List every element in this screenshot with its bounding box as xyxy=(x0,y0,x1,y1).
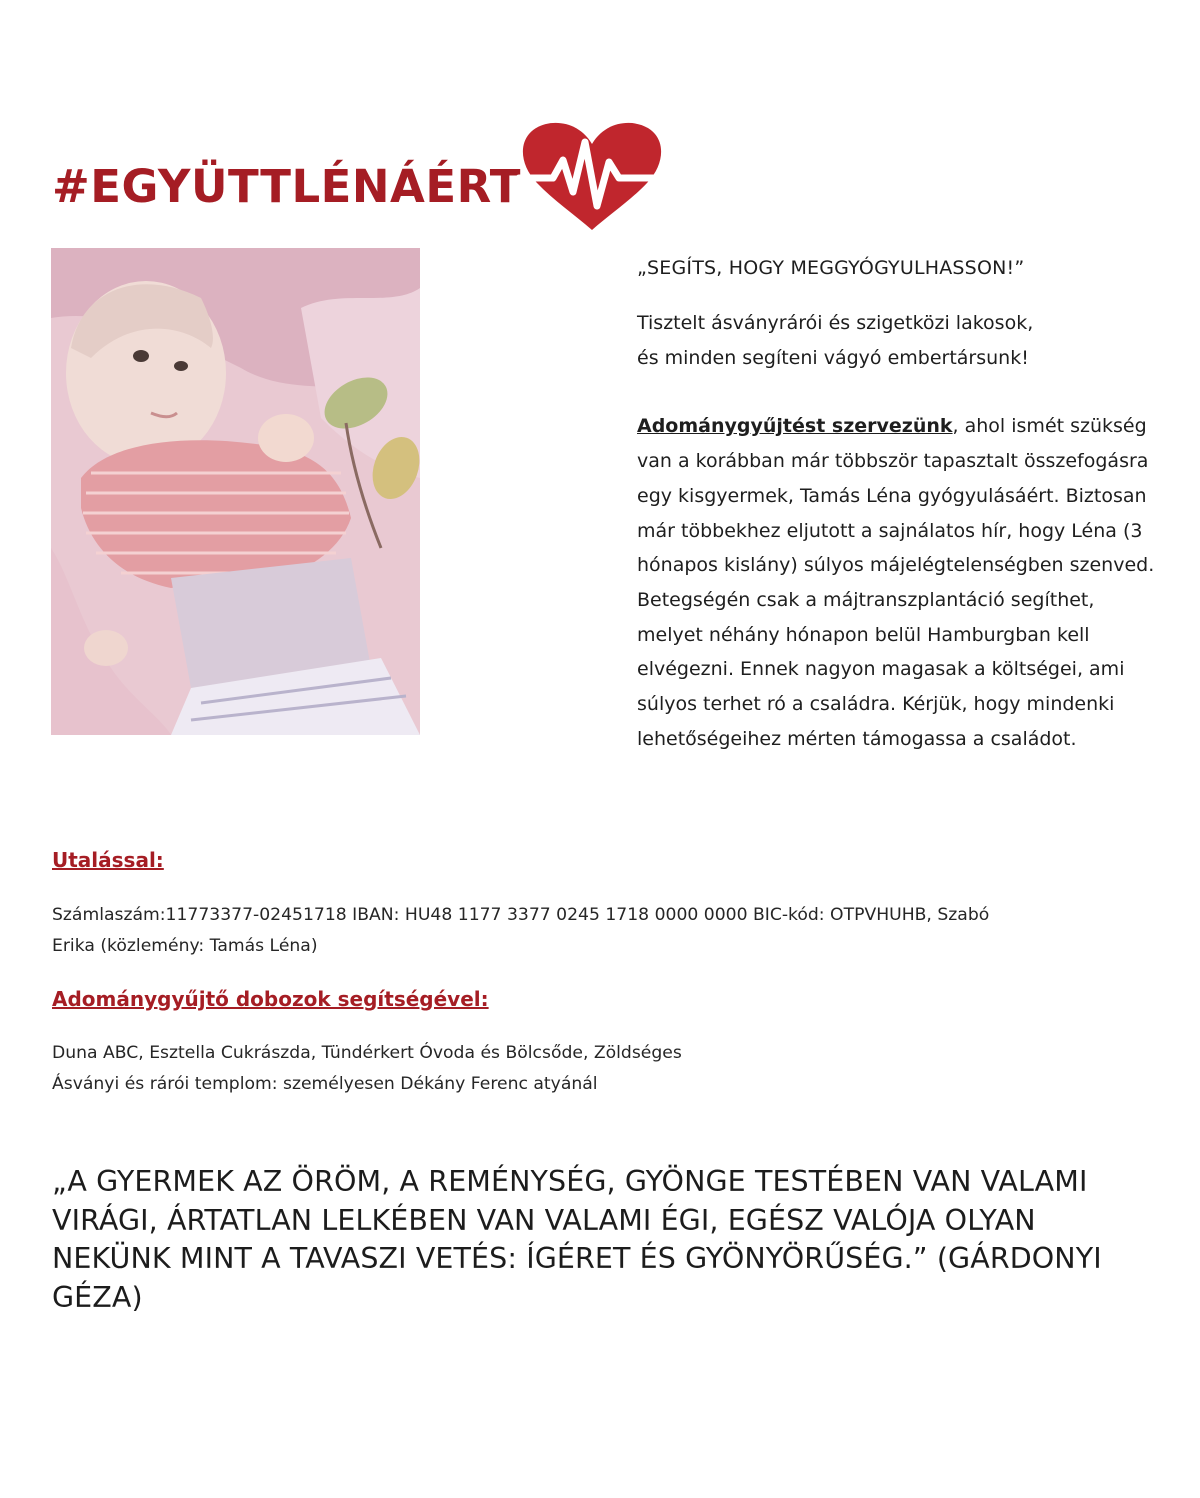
slogan: „SEGÍTS, HOGY MEGGYÓGYULHASSON!” xyxy=(637,257,1025,279)
bank-details xyxy=(52,900,1152,962)
baby-photo xyxy=(51,248,420,735)
heartbeat-icon xyxy=(513,120,671,232)
bank-details-line: Erika (közlemény: Tamás Léna) xyxy=(52,936,318,956)
donation-box-line: Ásványi és rárói templom: személyesen Dékány Ferenc atyánál xyxy=(52,1074,598,1094)
donation-boxes xyxy=(52,1038,1152,1100)
fundraiser-link[interactable]: Adománygyűjtést szervezünk xyxy=(637,415,953,438)
intro-column xyxy=(637,254,1157,756)
appeal-text: , ahol ismét szükség van a korábban már többször tapasztalt összefogásra egy kisgyermek, Tamás Léna gyógyulásáért. Biztosan már többekhez eljutott a sajnálatos hír, hogy Léna (3 hónapos kislány) súlyos májelégtelenségben szenved. Betegségén csak a májtranszplantáció segíthet, melyet néhány hónapon belül Hamburgban kell elvégezni. Ennek nagyon magasak a költségei, ami súlyos terhet ró a családra. Kérjük, hogy mindenki lehetőségeihez mérten támogassa a családot. xyxy=(637,415,1155,750)
page-title: #EGYÜTTLÉNÁÉRT xyxy=(52,160,521,213)
greeting-line: és minden segíteni vágyó embertársunk! xyxy=(637,346,1029,369)
bank-details-line: Számlaszám:11773377-02451718 IBAN: HU48 1177 3377 0245 1718 0000 0000 BIC-kód: OTPVHUHB, Szabó xyxy=(52,905,990,925)
transfer-heading: Utalással: xyxy=(52,848,164,872)
boxes-heading: Adománygyűjtő dobozok segítségével: xyxy=(52,987,489,1011)
appeal-paragraph xyxy=(637,409,1157,756)
donation-box-line: Duna ABC, Esztella Cukrászda, Tündérkert Óvoda és Bölcsőde, Zöldséges xyxy=(52,1043,682,1063)
greeting xyxy=(637,306,1157,375)
greeting-line: Tisztelt ásványrárói és szigetközi lakosok, xyxy=(637,312,1034,334)
closing-quote: „A GYERMEK AZ ÖRÖM, A REMÉNYSÉG, GYÖNGE TESTÉBEN VAN VALAMI VIRÁGI, ÁRTATLAN LELKÉBEN VAN VALAMI ÉGI, EGÉSZ VALÓJA OLYAN NEKÜNK MINT A TAVASZI VETÉS: ÍGÉRET ÉS GYÖNYÖRŰSÉG.” (GÁRDONYI GÉZA) xyxy=(52,1165,1102,1314)
